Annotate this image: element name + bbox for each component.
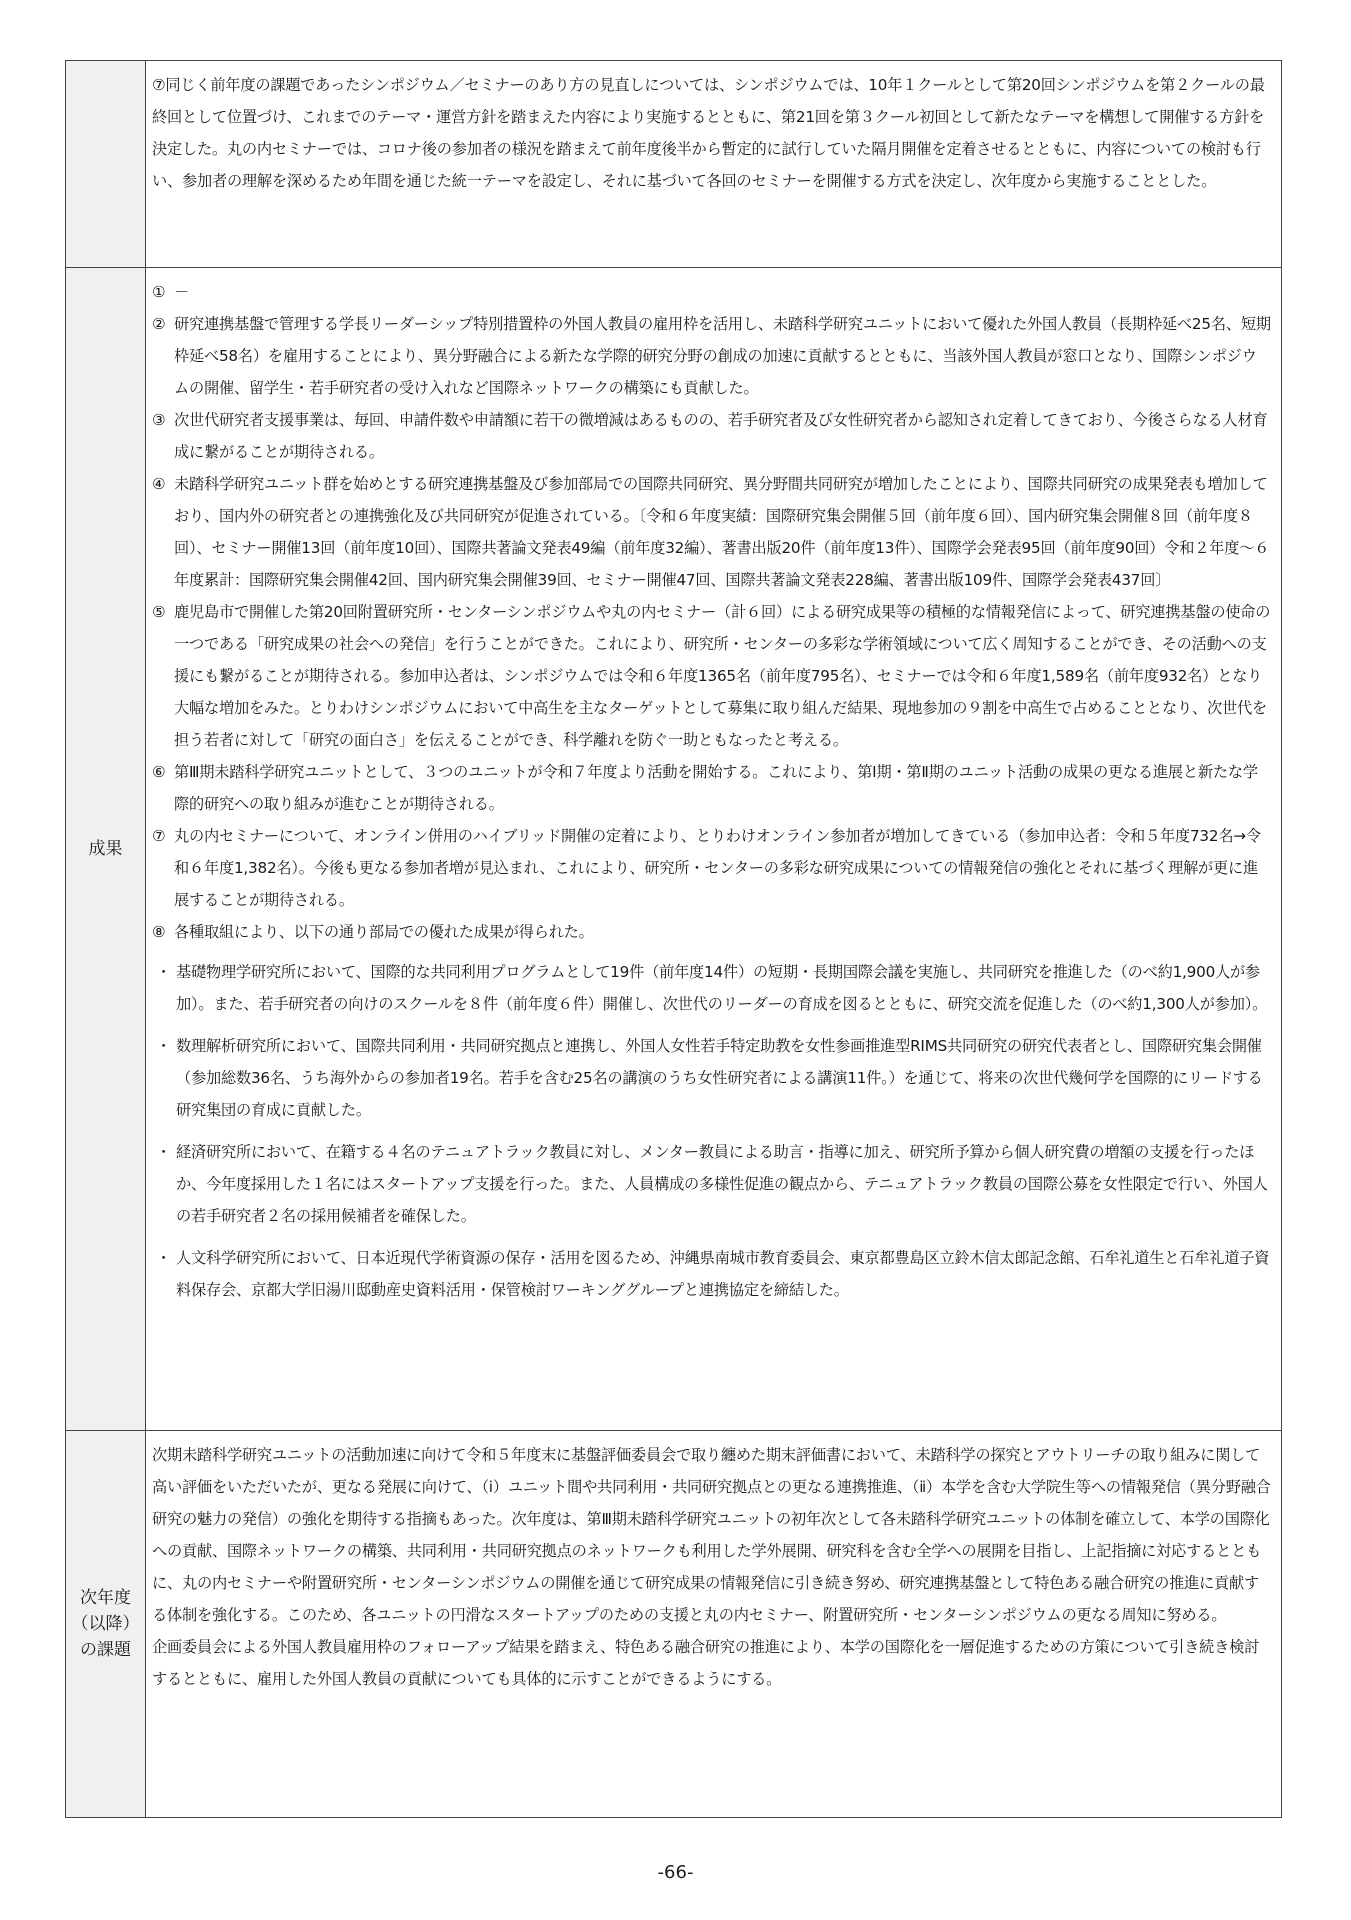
results-bullet [152,1030,1271,1126]
results-item [152,916,1271,948]
blank-label-cell [66,61,146,268]
next-year-paragraph: 企画委員会による外国人教員雇用枠のフォローアップ結果を踏まえ、特色ある融合研究の推進により、本学の国際化を一層促進するための方策について引き続き検討するとともに、雇用した外国人教員の貢献についても具体的に示すことができるようにする。 [152,1638,1260,1688]
next-year-issues-cell [146,1431,1282,1818]
bullet-text: 基礎物理学研究所において、国際的な共同利用プログラムとして19件（前年度14件）の短期・長期国際会議を実施し、共同研究を推進した（のべ約1,900人が参加）。また、若手研究者の向けのスクールを８件（前年度６件）開催し、次世代のリーダーの育成を図るとともに、研究交流を促進した（のべ約1,300人が参加）。 [176,963,1268,1013]
results-item [152,308,1271,404]
results-cell [146,268,1282,1431]
results-item [152,596,1271,756]
results-bullet [152,1136,1271,1232]
item-number: ⑧ [152,923,166,941]
bullet-text: 数理解析研究所において、国際共同利用・共同研究拠点と連携し、外国人女性若手特定助教を女性参画推進型RIMS共同研究の研究代表者とし、国際研究集会開催（参加総数36名、うち海外からの参加者19名。若手を含む25名の講演のうち女性研究者による講演11件。）を通じて、将来の次世代幾何学を国際的にリードする研究集団の育成に貢献した。 [176,1037,1263,1119]
report-table [65,60,1282,1818]
next-year-paragraph: 次期未踏科学研究ユニットの活動加速に向けて令和５年度末に基盤評価委員会で取り纏めた期末評価書において、未踏科学の探究とアウトリーチの取り組みに関して高い評価をいただいたが、更なる発展に向けて、（ⅰ）ユニット間や共同利用・共同研究拠点との更なる連携推進、（ⅱ）本学を含む大学院生等への情報発信（異分野融合研究の魅力の発信）の強化を期待する指摘もあった。次年度は、第Ⅲ期未踏科学研究ユニットの初年次として各未踏科学研究ユニットの体制を確立して、本学の国際化への貢献、国際ネットワークの構築、共同利用・共同研究拠点のネットワークも利用した学外展開、研究科を含む全学への展開を目指し、上記指摘に対応するとともに、丸の内セミナーや附置研究所・センターシンポジウムの開催を通じて研究成果の情報発信に引き続き努め、研究連携基盤として特色ある融合研究の推進に貢献する体制を強化する。このため、各ユニットの円滑なスタートアップのための支援と丸の内セミナー、附置研究所・センターシンポジウムの更なる周知に努める。 [152,1446,1271,1624]
item-text: 鹿児島市で開催した第20回附置研究所・センターシンポジウムや丸の内セミナー（計６回）による研究成果等の積極的な情報発信によって、研究連携基盤の使命の一つである「研究成果の社会への発信」を行うことができた。これにより、研究所・センターの多彩な学術領域について広く周知することができ、その活動への支援にも繋がることが期待される。参加申込者は、シンポジウムでは令和６年度1365名（前年度795名）、セミナーでは令和６年度1,589名（前年度932名）となり大幅な増加をみた。とりわけシンポジウムにおいて中高生を主なターゲットとして募集に取り組んだ結果、現地参加の９割を中高生で占めることとなり、次世代を担う若者に対して「研究の面白さ」を伝えることができ、科学離れを防ぐ一助ともなったと考える。 [174,603,1271,749]
bullet-mark: ・ [156,1037,171,1055]
previous-issues-cell [146,61,1282,268]
bullet-mark: ・ [156,963,171,981]
results-bullet [152,1242,1271,1306]
item-text: 丸の内セミナーについて、オンライン併用のハイブリッド開催の定着により、とりわけオンライン参加者が増加してきている（参加申込者：令和５年度732名→令和６年度1,382名）。今後も更なる参加者増が見込まれ、これにより、研究所・センターの多彩な研究成果についての情報発信の強化とそれに基づく理解が更に進展することが期待される。 [174,827,1261,909]
next-year-issues-label: 次年度（以降）の課題 [66,1431,146,1818]
item-number: ⑤ [152,603,166,621]
results-item [152,404,1271,468]
prev-item-7: ⑦同じく前年度の課題であったシンポジウム／セミナーのあり方の見直しについては、シンポジウムでは、10年１クールとして第20回シンポジウムを第２クールの最終回として位置づけ、これまでのテーマ・運営方針を踏まえた内容により実施するとともに、第21回を第３クール初回として新たなテーマを構想して開催する方針を決定した。丸の内セミナーでは、コロナ後の参加者の様況を踏まえて前年度後半から暫定的に試行していた隔月開催を定着させるとともに、内容についての検討も行い、参加者の理解を深めるため年間を通じた統一テーマを設定し、それに基づいて各回のセミナーを開催する方式を決定し、次年度から実施することとした。 [152,76,1265,190]
item-text: 各種取組により、以下の通り部局での優れた成果が得られた。 [174,923,594,941]
item-text: － [174,283,189,301]
bullet-mark: ・ [156,1249,171,1267]
results-item [152,820,1271,916]
bullet-text: 人文科学研究所において、日本近現代学術資源の保存・活用を図るため、沖縄県南城市教育委員会、東京都豊島区立鈴木信太郎記念館、石牟礼道生と石牟礼道子資料保存会、京都大学旧湯川邸動産史資料活用・保管検討ワーキンググループと連携協定を締結した。 [176,1249,1270,1299]
bullet-text: 経済研究所において、在籍する４名のテニュアトラック教員に対し、メンター教員による助言・指導に加え、研究所予算から個人研究費の増額の支援を行ったほか、今年度採用した１名にはスタートアップ支援を行った。また、人員構成の多様性促進の観点から、テニュアトラック教員の国際公募を女性限定で行い、外国人の若手研究者２名の採用候補者を確保した。 [176,1143,1268,1225]
page-number: -66- [657,1862,694,1883]
item-number: ③ [152,411,166,429]
next-year-issues-row [66,1431,1282,1818]
results-row [66,268,1282,1431]
results-item [152,276,1271,308]
item-number: ⑦ [152,827,166,845]
results-label: 成果 [66,268,146,1431]
item-text: 次世代研究者支援事業は、毎回、申請件数や申請額に若干の微増減はあるものの、若手研究者及び女性研究者から認知され定着してきており、今後さらなる人材育成に繋がることが期待される。 [174,411,1268,461]
item-text: 未踏科学研究ユニット群を始めとする研究連携基盤及び参加部局での国際共同研究、異分野間共同研究が増加したことにより、国際共同研究の成果発表も増加しており、国内外の研究者との連携強化及び共同研究が促進されている。〔令和６年度実績：国際研究集会開催５回（前年度６回）、国内研究集会開催８回（前年度８回）、セミナー開催13回（前年度10回）、国際共著論文発表49編（前年度32編）、著書出版20件（前年度13件）、国際学会発表95回（前年度90回）令和２年度～６年度累計：国際研究集会開催42回、国内研究集会開催39回、セミナー開催47回、国際共著論文発表228編、著書出版109件、国際学会発表437回〕 [174,475,1270,589]
results-item [152,756,1271,820]
item-number: ⑥ [152,763,166,781]
item-number: ① [152,283,166,301]
item-number: ④ [152,475,166,493]
item-text: 研究連携基盤で管理する学長リーダーシップ特別措置枠の外国人教員の雇用枠を活用し、未踏科学研究ユニットにおいて優れた外国人教員（長期枠延べ25名、短期枠延べ58名）を雇用することにより、異分野融合による新たな学際的研究分野の創成の加速に貢献するとともに、当該外国人教員が窓口となり、国際シンポジウムの開催、留学生・若手研究者の受け入れなど国際ネットワークの構築にも貢献した。 [174,315,1271,397]
results-bullet [152,956,1271,1020]
bullet-mark: ・ [156,1143,171,1161]
item-number: ② [152,315,166,333]
previous-issues-row [66,61,1282,268]
item-text: 第Ⅲ期未踏科学研究ユニットとして、３つのユニットが令和７年度より活動を開始する。これにより、第Ⅰ期・第Ⅱ期のユニット活動の成果の更なる進展と新たな学際的研究への取り組みが進むことが期待される。 [174,763,1258,813]
results-item [152,468,1271,596]
